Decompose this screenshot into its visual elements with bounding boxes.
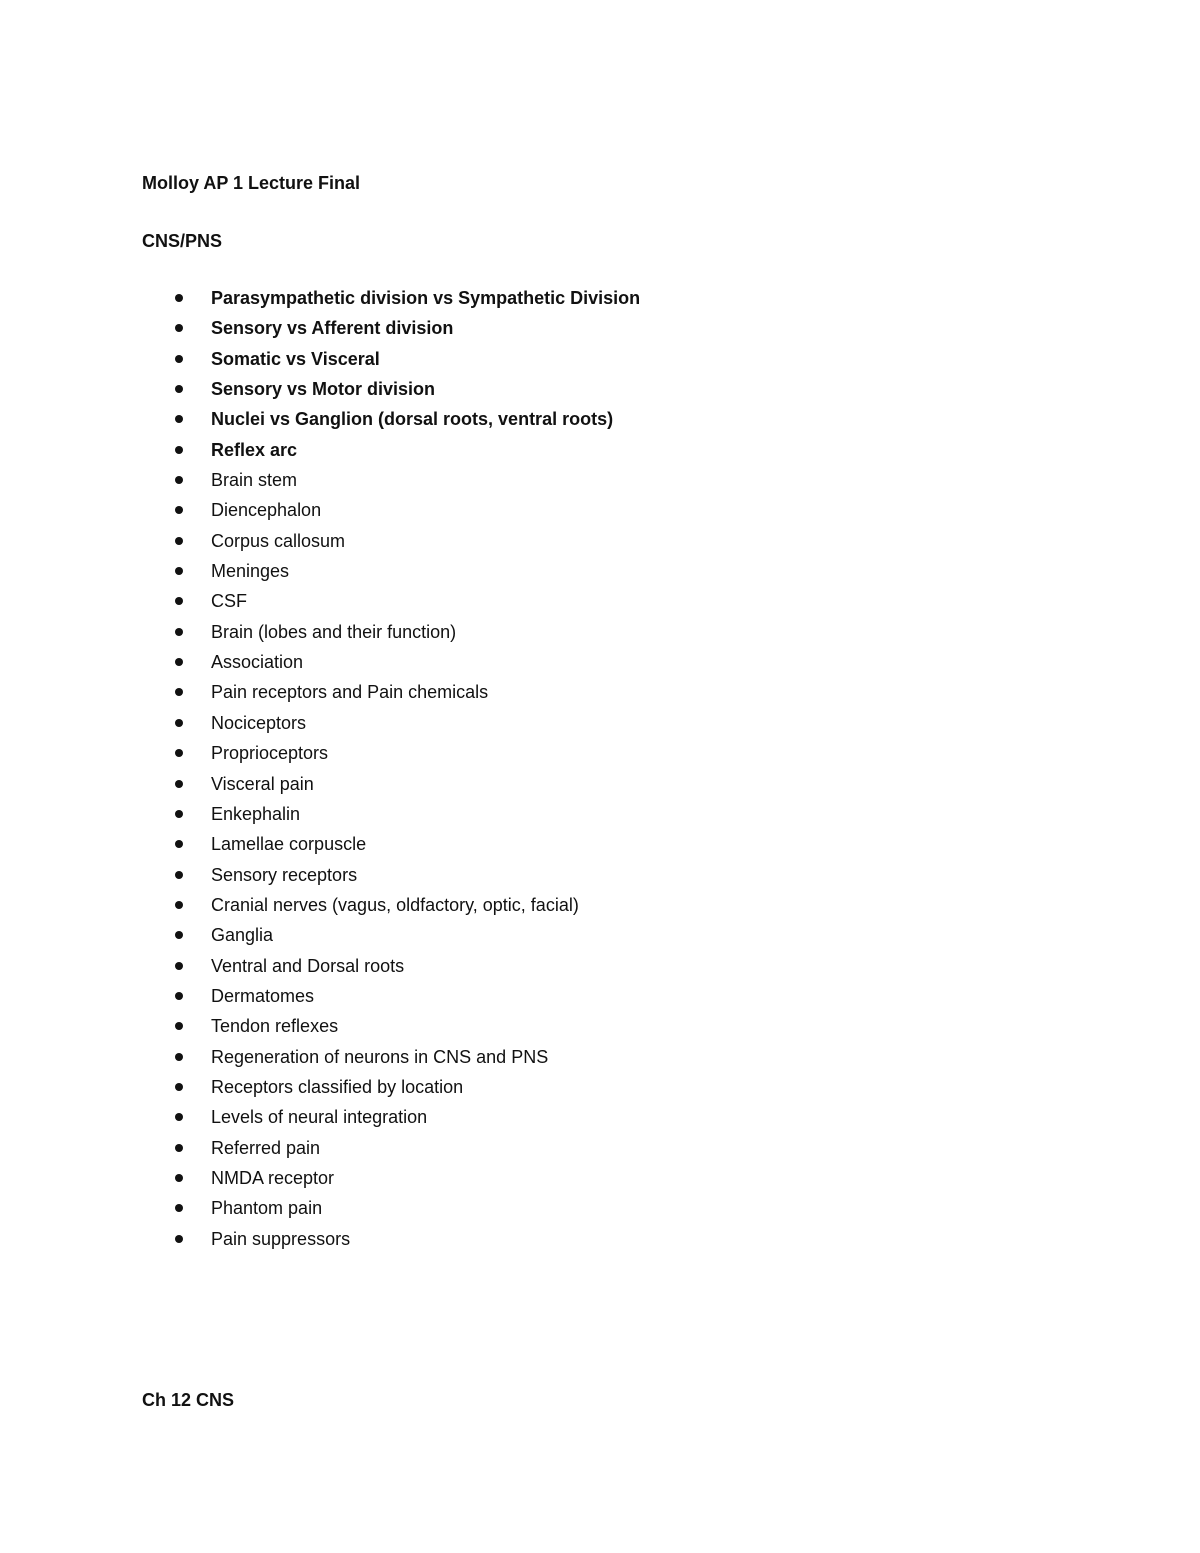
list-item [0,802,1200,832]
list-item-text: Brain (lobes and their function) [211,621,457,642]
bullet-icon [175,658,183,666]
list-item [0,589,1200,619]
bullet-icon [175,749,183,757]
list-item-text: Diencephalon [211,500,322,521]
list-item-text: Levels of neural integration [211,1107,428,1128]
list-item-text: Ganglia [211,925,274,946]
bullet-icon [175,1083,183,1091]
bullet-icon [175,324,183,332]
list-item-text: Cranial nerves (vagus, oldfactory, optic, facial) [211,894,579,915]
list-item [0,468,1200,498]
bullet-icon [175,355,183,363]
list-item [0,1014,1200,1044]
bullet-icon [175,810,183,818]
bullet-icon [175,1204,183,1212]
bullet-icon [175,871,183,879]
bullet-icon [175,1113,183,1121]
list-item-text: Dermatomes [211,985,315,1006]
bullet-icon [175,567,183,575]
bullet-icon [175,1022,183,1030]
bullet-icon [175,931,183,939]
list-item-text: Phantom pain [211,1198,323,1219]
list-item [0,984,1200,1014]
list-item-text: Meninges [211,561,290,582]
list-item-text: Somatic vs Visceral [211,348,380,369]
bullet-icon [175,1053,183,1061]
list-item-text: CSF [211,591,247,612]
topic-list [0,286,1200,1257]
list-item [0,741,1200,771]
list-item-text: Sensory vs Motor division [211,379,436,400]
bullet-icon [175,415,183,423]
bullet-icon [175,537,183,545]
list-item-text: Corpus callosum [211,530,346,551]
list-item [0,1105,1200,1135]
list-item [0,316,1200,346]
list-item-text: Brain stem [211,470,298,491]
bullet-icon [175,688,183,696]
bullet-icon [175,719,183,727]
list-item [0,559,1200,589]
bullet-icon [175,1144,183,1152]
list-item-text: Visceral pain [211,773,314,794]
section-heading-ch12-cns: Ch 12 CNS [142,1390,235,1410]
list-item [0,1075,1200,1105]
list-item-text: Sensory vs Afferent division [211,318,454,339]
list-item-text: Parasympathetic division vs Sympathetic Division [211,288,641,308]
list-item-text: Enkephalin [211,803,301,824]
list-item [0,438,1200,468]
list-item-text: Pain receptors and Pain chemicals [211,682,489,703]
list-item [0,772,1200,802]
bullet-icon [175,385,183,393]
list-item [0,286,1200,316]
list-item-text: Regeneration of neurons in CNS and PNS [211,1046,549,1067]
section-heading-cns-pns: CNS/PNS [142,231,223,251]
list-item-text: Tendon reflexes [211,1016,339,1037]
bullet-icon [175,1235,183,1243]
list-item [0,620,1200,650]
list-item-text: Nuclei vs Ganglion (dorsal roots, ventral roots) [211,409,614,430]
bullet-icon [175,962,183,970]
list-item [0,529,1200,559]
bullet-icon [175,476,183,484]
document-title: Molloy AP 1 Lecture Final [142,173,361,193]
list-item-text: Ventral and Dorsal roots [211,955,405,976]
list-item-text: Referred pain [211,1137,321,1158]
list-item [0,1196,1200,1226]
list-item-text: Pain suppressors [211,1228,351,1249]
list-item [0,1166,1200,1196]
bullet-icon [175,446,183,454]
bullet-icon [175,901,183,909]
list-item-text: Receptors classified by location [211,1076,464,1097]
bullet-icon [175,294,183,302]
bullet-icon [175,597,183,605]
bullet-icon [175,992,183,1000]
list-item-text: Lamellae corpuscle [211,834,367,855]
list-item [0,1045,1200,1075]
list-item-text: Sensory receptors [211,864,358,885]
list-item-text: Association [211,652,304,673]
list-item-text: Proprioceptors [211,743,329,764]
bullet-icon [175,780,183,788]
list-item [0,1227,1200,1257]
list-item [0,407,1200,437]
list-item [0,711,1200,741]
list-item [0,680,1200,710]
list-item [0,650,1200,680]
list-item [0,954,1200,984]
list-item [0,347,1200,377]
list-item [0,863,1200,893]
list-item-text: Reflex arc [211,439,298,460]
list-item [0,498,1200,528]
list-item [0,832,1200,862]
list-item-text: Nociceptors [211,712,307,733]
list-item [0,1136,1200,1166]
list-item-text: NMDA receptor [211,1167,335,1188]
bullet-icon [175,628,183,636]
list-item [0,377,1200,407]
bullet-icon [175,506,183,514]
list-item [0,923,1200,953]
list-item [0,893,1200,923]
bullet-icon [175,1174,183,1182]
bullet-icon [175,840,183,848]
